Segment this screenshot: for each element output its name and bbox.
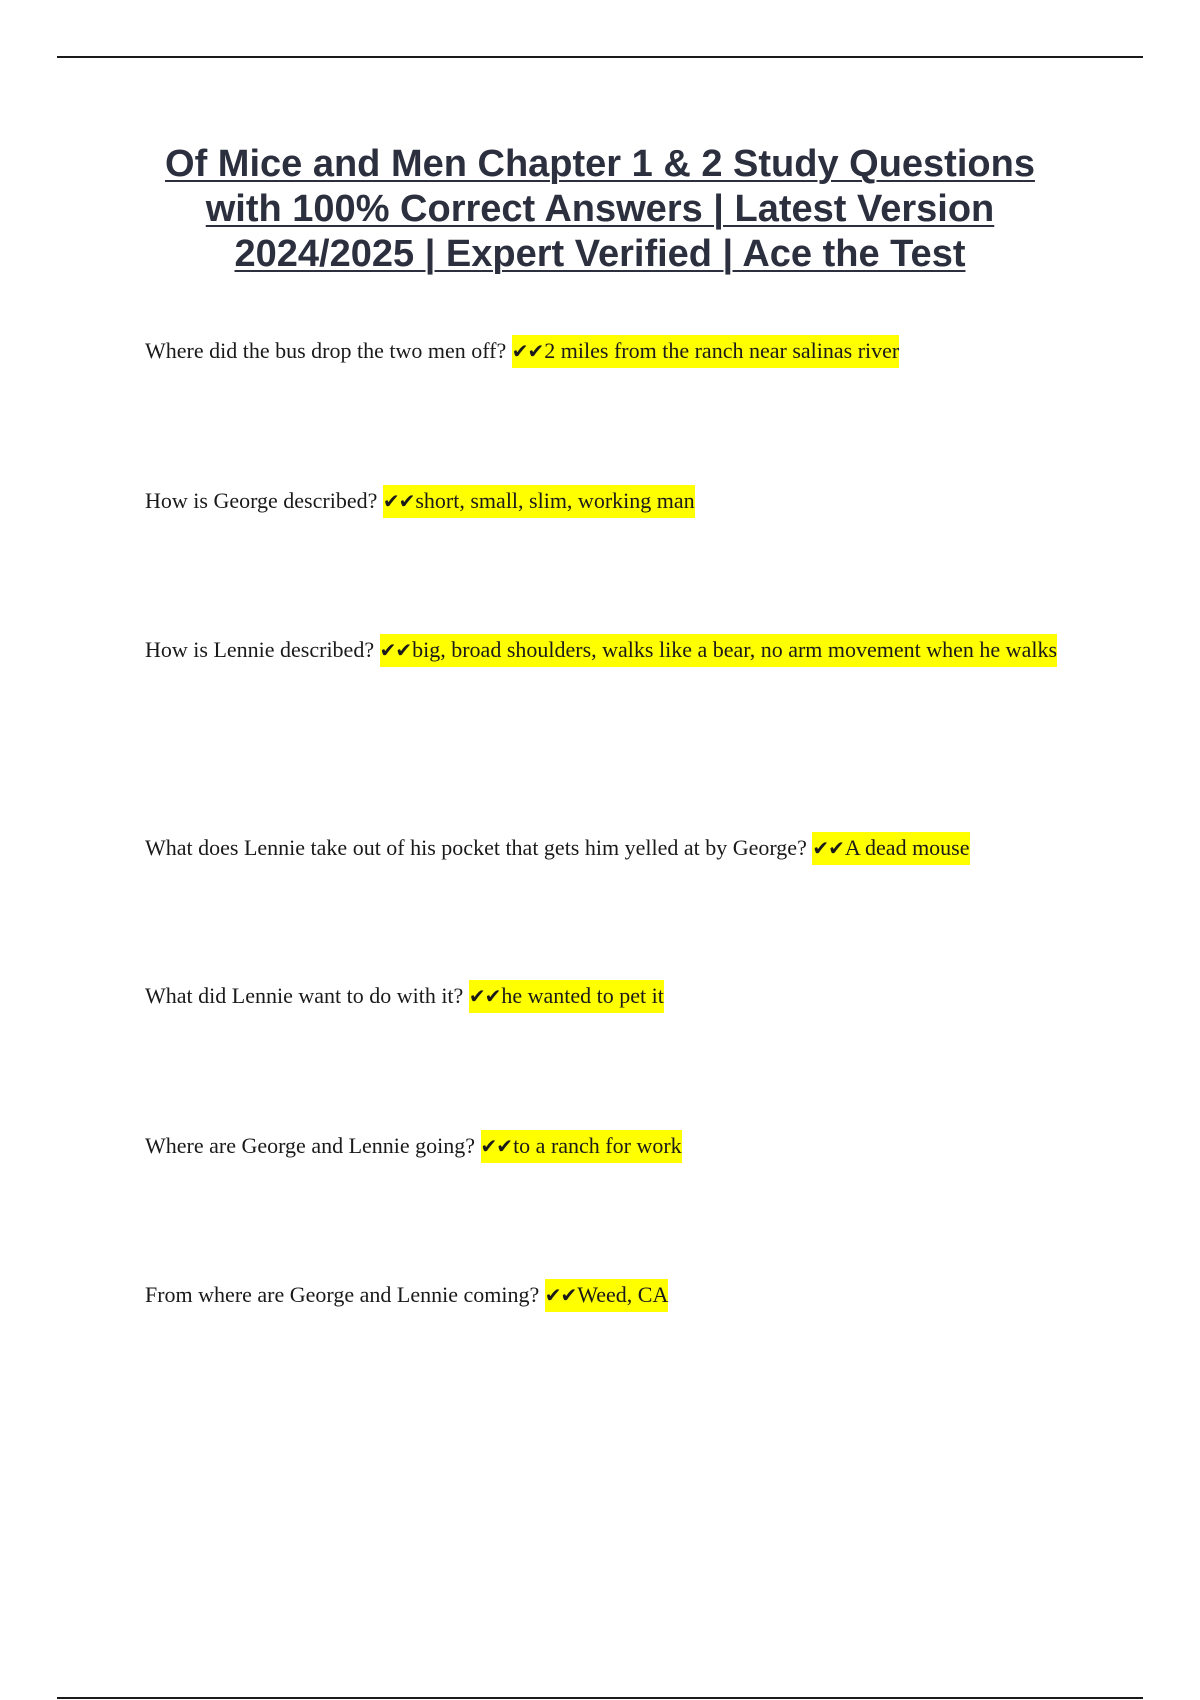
answer-text: Weed, CA bbox=[577, 1282, 669, 1307]
title-line-1: Of Mice and Men Chapter 1 & 2 Study Questions bbox=[165, 143, 1035, 185]
qa-item-6 bbox=[145, 1117, 1065, 1175]
check-mark-icon: ✔✔ bbox=[544, 1283, 577, 1307]
question-text: How is George described? bbox=[145, 488, 378, 513]
answer-text: big, broad shoulders, walks like a bear, no arm movement when he walks bbox=[412, 637, 1058, 662]
check-mark-icon: ✔✔ bbox=[812, 836, 844, 860]
answer-highlight bbox=[545, 1279, 669, 1312]
qa-item-1 bbox=[145, 322, 1065, 380]
question-text: From where are George and Lennie coming? bbox=[145, 1282, 540, 1307]
answer-highlight bbox=[469, 980, 664, 1013]
top-rule bbox=[57, 56, 1143, 58]
title-line-2: with 100% Correct Answers | Latest Version bbox=[205, 188, 995, 230]
check-mark-icon: ✔✔ bbox=[480, 1134, 513, 1158]
qa-item-3 bbox=[145, 621, 1065, 679]
qa-item-7 bbox=[145, 1266, 1065, 1324]
answer-text: short, small, slim, working man bbox=[415, 488, 695, 513]
qa-item-5 bbox=[145, 967, 1065, 1025]
qa-item-4 bbox=[145, 819, 1065, 877]
answer-highlight bbox=[380, 634, 1057, 667]
question-text: What does Lennie take out of his pocket that gets him yelled at by George? bbox=[145, 835, 807, 860]
check-mark-icon: ✔✔ bbox=[382, 489, 415, 513]
question-text: What did Lennie want to do with it? bbox=[145, 983, 464, 1008]
check-mark-icon: ✔✔ bbox=[511, 339, 544, 363]
question-text: Where are George and Lennie going? bbox=[145, 1133, 476, 1158]
check-mark-icon: ✔✔ bbox=[468, 984, 501, 1008]
qa-item-2 bbox=[145, 472, 1065, 530]
answer-text: he wanted to pet it bbox=[501, 983, 664, 1008]
answer-text: to a ranch for work bbox=[513, 1133, 682, 1158]
answer-highlight bbox=[812, 832, 969, 865]
check-mark-icon: ✔✔ bbox=[379, 638, 412, 662]
answer-text: 2 miles from the ranch near salinas river bbox=[544, 338, 900, 363]
question-text: How is Lennie described? bbox=[145, 637, 375, 662]
answer-highlight bbox=[383, 485, 695, 518]
title-line-3: 2024/2025 | Expert Verified | Ace the Test bbox=[234, 233, 966, 275]
answer-highlight bbox=[481, 1130, 682, 1163]
document-title bbox=[100, 142, 1100, 277]
question-text: Where did the bus drop the two men off? bbox=[145, 338, 507, 363]
answer-highlight bbox=[512, 335, 899, 368]
bottom-rule bbox=[57, 1697, 1143, 1699]
answer-text: A dead mouse bbox=[844, 835, 970, 860]
